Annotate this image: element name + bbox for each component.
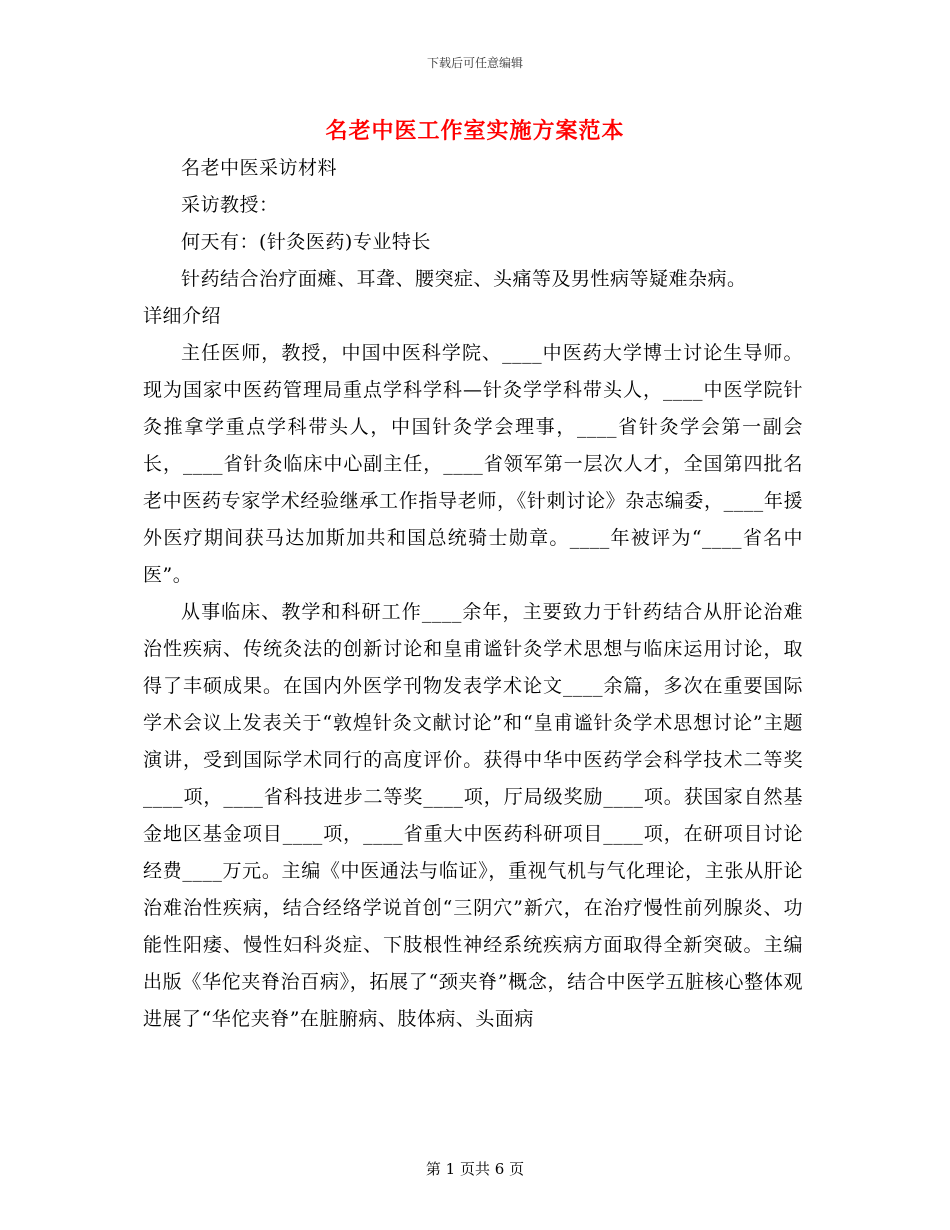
paragraph-heading-material: 名老中医采访材料	[181, 157, 338, 179]
page-header-note: 下载后可任意编辑	[426, 56, 523, 70]
paragraph-biography: 主任医师，教授，中国中医科学院、____中医药大学博士讨论生导师。现为国家中医药管理局重点学科学科—针灸学学科带头人，____中医学院针灸推拿学重点学科带头人，中国针灸学会理事，____省针灸学会第一副会长，____省针灸临床中心副主任，____省领军第一层次人才，全国第四批名老中医药专家学术经验继承工作指导老师，《针刺讨论》杂志编委，____年援外医疗期间获马达加斯加共和国总统骑士勋章。____年被评为“____省名中医”。	[143, 342, 803, 586]
paragraph-detail-heading: 详细介绍	[143, 305, 222, 327]
paragraph-achievements: 从事临床、教学和科研工作____余年，主要致力于针药结合从肝论治难治性疾病、传统灸法的创新讨论和皇甫谧针灸学术思想与临床运用讨论，取得了丰硕成果。在国内外医学刊物发表学术论文____余篇，多次在重要国际学术会议上发表关于“敦煌针灸文献讨论”和“皇甫谧针灸学术思想讨论”主题演讲，受到国际学术同行的高度评价。获得中华中医药学会科学技术二等奖____项，____省科技进步二等奖____项，厅局级奖励____项。获国家自然基金地区基金项目____项，____省重大中医药科研项目____项，在研项目讨论经费____万元。主编《中医通法与临证》，重视气机与气化理论，主张从肝论治难治性疾病，结合经络学说首创“三阴穴”新穴，在治疗慢性前列腺炎、功能性阳痿、慢性妇科炎症、下肢根性神经系统疾病方面取得全新突破。主编出版《华佗夹脊治百病》，拓展了“颈夹脊”概念，结合中医学五脏核心整体观进展了“华佗夹脊”在脏腑病、肢体病、头面病	[143, 601, 803, 1030]
page-number: 第 1 页共 6 页	[425, 1160, 525, 1178]
paragraph-treatment: 针药结合治疗面瘫、耳聋、腰突症、头痛等及男性病等疑难杂病。	[181, 268, 747, 290]
paragraph-specialty: 何天有：(针灸医药)专业特长	[181, 231, 431, 253]
paragraph-interviewee-label: 采访教授：	[181, 194, 279, 216]
document-title: 名老中医工作室实施方案范本	[325, 118, 625, 144]
document-body	[143, 150, 803, 1038]
